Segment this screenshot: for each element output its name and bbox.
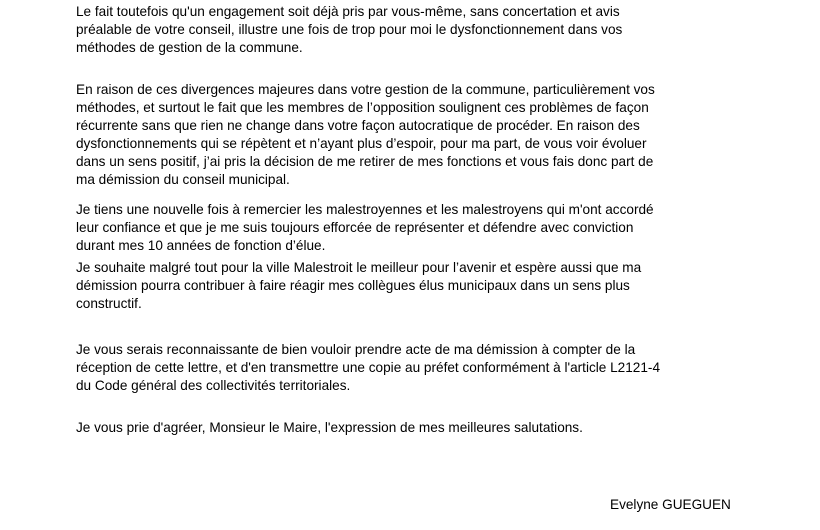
text-line: réception de cette lettre, et d'en transmettre une copie au préfet conformément à l'article L2121-4 [76, 360, 661, 375]
text-line: du Code général des collectivités territoriales. [76, 378, 351, 393]
signature: Evelyne GUEGUEN [610, 497, 731, 512]
paragraph-engagement [76, 3, 756, 57]
text-line: dans un sens positif, j’ai pris la décision de me retirer de mes fonctions et vous fais donc part de [76, 154, 654, 169]
paragraph-salutations [76, 419, 756, 437]
paragraph-wishes [76, 259, 756, 313]
text-line: ma démission du conseil municipal. [76, 172, 290, 187]
text-line: durant mes 10 années de fonction d’élue. [76, 238, 326, 253]
paragraph-request [76, 341, 756, 395]
text-line: récurrente sans que rien ne change dans votre façon autocratique de procéder. En raison des [76, 118, 640, 133]
text-line: préalable de votre conseil, illustre une fois de trop pour moi le dysfonctionnement dans vos [76, 22, 623, 37]
text-line: Je vous prie d'agréer, Monsieur le Maire, l'expression de mes meilleures salutations. [76, 420, 583, 435]
text-line: méthodes de gestion de la commune. [76, 40, 303, 55]
text-line: Je souhaite malgré tout pour la ville Malestroit le meilleur pour l’avenir et espère aussi que ma [76, 260, 642, 275]
text-line: Je vous serais reconnaissante de bien vouloir prendre acte de ma démission à compter de la [76, 342, 636, 357]
paragraph-divergences [76, 81, 756, 189]
text-line: Je tiens une nouvelle fois à remercier les malestroyennes et les malestroyens qui m'ont accordé [76, 202, 654, 217]
text-line: constructif. [76, 296, 142, 311]
text-line: leur confiance et que je me suis toujours efforcée de représenter et défendre avec conviction [76, 220, 634, 235]
paragraph-thanks [76, 201, 756, 255]
text-line: démission pourra contribuer à faire réagir mes collègues élus municipaux dans un sens plus [76, 278, 630, 293]
text-line: dysfonctionnements qui se répètent et n’ayant plus d’espoir, pour ma part, de vous voir évoluer [76, 136, 647, 151]
text-line: méthodes, et surtout le fait que les membres de l’opposition soulignent ces problèmes de façon [76, 100, 649, 115]
text-line: En raison de ces divergences majeures dans votre gestion de la commune, particulièrement vos [76, 82, 655, 97]
text-line: Le fait toutefois qu'un engagement soit déjà pris par vous-même, sans concertation et avis [76, 4, 620, 19]
